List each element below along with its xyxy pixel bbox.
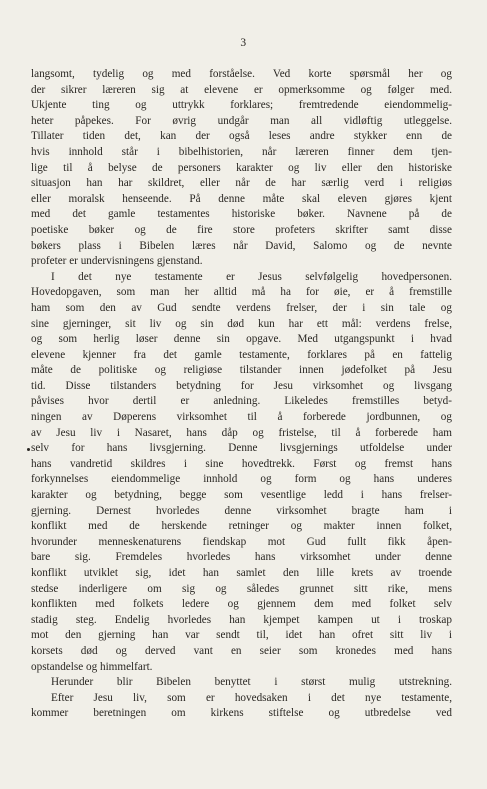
text-line: opstandelse og himmelfart. — [31, 660, 153, 673]
text-line: selv for hans livsgjerning. Denne livsgjernings utfoldelse under — [31, 442, 452, 455]
text-line: konflikten med folkets ledere og gjennem dem med folket selv — [31, 598, 452, 611]
text-line: lige til å belyse de personers karakter og liv eller den historiske — [31, 161, 452, 174]
text-line: mot den gjerning han var sendt til, idet han ofret sitt liv i — [31, 629, 452, 642]
text-line: ham som den av Gud sendte verdens frelser, der i sin tale og — [31, 301, 452, 314]
text-line: bare sig. Fremdeles hvorledes hans virksomhet under denne — [31, 551, 452, 564]
text-line: karakter og betydning, begge som vesentlige ledd i hans frelser- — [31, 489, 452, 502]
text-line: bøkers plass i Bibelen læres når David, Salomo og de nevnte — [31, 239, 452, 252]
text-line: Ukjente ting og uttrykk forklares; fremtredende eiendommelig- — [31, 99, 452, 112]
text-line: kommer beretningen om kirkens stiftelse og utbredelse ved — [31, 707, 452, 720]
text-line: og som herlig løser denne sin opgave. Med utgangspunkt i hvad — [31, 333, 452, 346]
text-line: av Jesu liv i Nasaret, hans dåp og fristelse, til å forberede ham — [31, 426, 452, 439]
text-line: Efter Jesu liv, som er hovedsaken i det nye testamente, — [51, 691, 452, 704]
text-line: påvises hvor dertil er anledning. Likeledes fremstilles betyd- — [31, 395, 452, 408]
text-line: der sikrer læreren sig at elevene er opmerksomme og følger med. — [31, 83, 452, 96]
text-line: stadig steg. Endelig hvorledes han kjempet kampen ut i troskap — [31, 613, 452, 626]
page-number: 3 — [240, 37, 247, 49]
text-line: måte de politiske og religiøse tilstander innen jødefolket på Jesu — [31, 364, 452, 377]
text-line: konflikt med de herskende retninger og makter innen folket, — [31, 520, 452, 533]
text-line: heter påpekes. For øvrig undgår man all vidløftig utleggelse. — [31, 114, 452, 127]
text-line: med det gamle testamentes historiske bøker. Navnene på de — [31, 208, 452, 221]
margin-mark — [27, 448, 30, 451]
text-line: Hovedopgaven, som man her alltid må ha for øie, er å fremstille — [31, 286, 452, 299]
text-line: langsomt, tydelig og med forståelse. Ved korte spørsmål her og — [31, 68, 452, 80]
text-line: stedse inderligere om sig og således grunnet sitt rike, mens — [31, 582, 452, 595]
text-line: hans vandretid skildres i sine hovedtrekk. Først og fremst hans — [31, 457, 452, 470]
text-line: forkynnelses eiendommelige innhold og form og hans underes — [31, 473, 452, 486]
text-line: Herunder blir Bibelen benyttet i størst mulig utstrekning. — [51, 676, 452, 689]
text-line: profeter er undervisningens gjenstand. — [31, 255, 203, 268]
text-line: ningen av Døperens virksomhet til å forberede jordbunnen, og — [31, 411, 452, 424]
text-line: sine gjerninger, sit liv og sin død kun har ett mål: verdens frelse, — [31, 317, 452, 330]
text-line: tid. Disse tilstanders betydning for Jesu virksomhet og livsgang — [31, 379, 452, 392]
text-line: gjerning. Dernest hvorledes denne virksomhet bragte ham i — [31, 504, 452, 517]
text-line: elevene kjenner fra det gamle testamente, forklares på en fattelig — [31, 348, 452, 361]
text-line: I det nye testamente er Jesus selvfølgelig hovedpersonen. — [51, 270, 452, 283]
text-line: eller moralsk henseende. På denne måte skal eleven gjøres kjent — [31, 192, 452, 205]
text-line: situasjon han har skildret, eller når de har særlig verd i religiøs — [31, 177, 452, 190]
text-line: konflikt utviklet sig, idet han samlet den lille krets av troende — [31, 567, 452, 579]
text-line: hvis innhold står i bibelhistorien, når læreren finner dem tjen- — [31, 145, 452, 158]
text-line: poetiske bøker og de fire store profeters skrifter samt disse — [31, 223, 452, 236]
body-text — [31, 67, 452, 722]
text-line: hvorunder menneskenaturens fiendskap mot Gud fullt fikk åpen- — [31, 535, 452, 548]
text-line: Tillater tiden det, kan der også leses andre stykker enn de — [31, 130, 452, 143]
text-line: korsets død og derved vant en seier som kronedes med hans — [31, 644, 452, 657]
